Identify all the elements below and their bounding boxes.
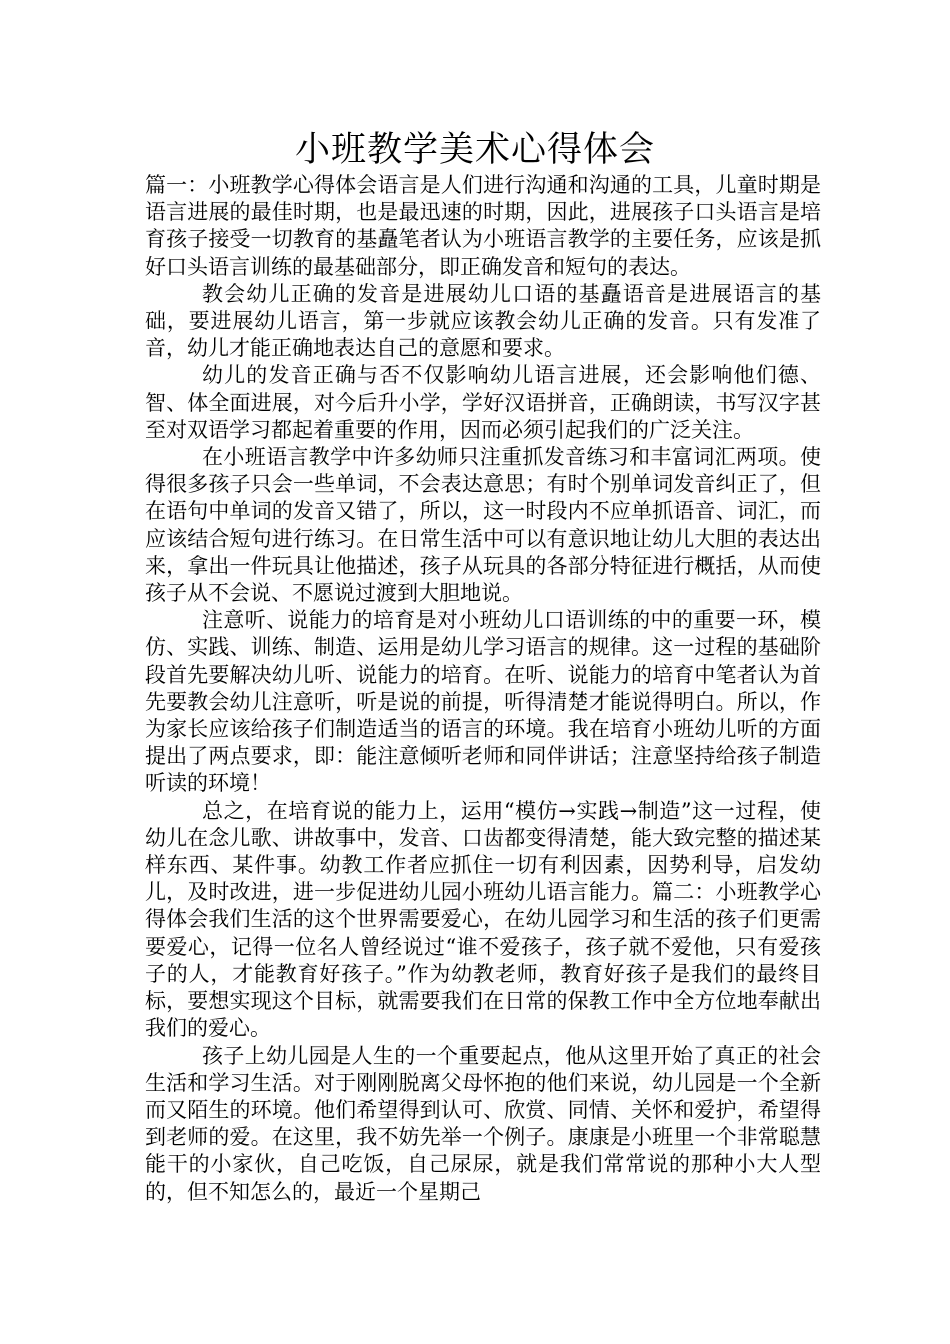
paragraph-6: 总之，在培育说的能力上，运用“模仿→实践→制造”这一过程，使幼儿在念儿歌、讲故事中，发音、口齿都变得清楚，能大致完整的描述某样东西、某件事。幼教工作者应抓住一切有利因素，因势利导，启发幼儿，及时改进，进一步促进幼儿园小班幼儿语言能力。篇二：小班教学心得体会我们生活的这个世界需要爱心，在幼儿园学习和生活的孩子们更需要爱心，记得一位名人曾经说过“谁不爱孩子，孩子就不爱他，只有爱孩子的人，才能教育好孩子。”作为幼教老师，教育好孩子是我们的最终目标，要想实现这个目标，就需要我们在日常的保教工作中全方位地奉献出我们的爱心。 [145,798,821,1041]
paragraph-4: 在小班语言教学中许多幼师只注重抓发音练习和丰富词汇两项。使得很多孩子只会一些单词，不会表达意思；有时个别单词发音纠正了，但在语句中单词的发音又错了，所以，这一时段内不应单抓语音、词汇，而应该结合短句进行练习。在日常生活中可以有意识地让幼儿大胆的表达出来，拿出一件玩具让他描述，孩子从玩具的各部分特征进行概括，从而使孩子从不会说、不愿说过渡到大胆地说。 [145,445,821,606]
paragraph-1: 篇一：小班教学心得体会语言是人们进行沟通和沟通的工具，儿童时期是语言进展的最佳时期，也是最迅速的时期，因此，进展孩子口头语言是培育孩子接受一切教育的基矗笔者认为小班语言教学的主要任务，应该是抓好口头语言训练的最基础部分，即正确发音和短句的表达。 [145,173,821,279]
paragraph-5: 注意听、说能力的培育是对小班幼儿口语训练的中的重要一环，模仿、实践、训练、制造、运用是幼儿学习语言的规律。这一过程的基础阶段首先要解决幼儿听、说能力的培育。在听、说能力的培育中笔者认为首先要教会幼儿注意听，听是说的前提，听得清楚才能说得明白。所以，作为家长应该给孩子们制造适当的语言的环境。我在培育小班幼儿听的方面提出了两点要求，即：能注意倾听老师和同伴讲话；注意坚持给孩子制造听读的环境！ [145,608,821,796]
document-title: 小班教学美术心得体会 [294,130,655,170]
document-body [145,172,821,1206]
paragraph-2: 教会幼儿正确的发音是进展幼儿口语的基矗语音是进展语言的基础，要进展幼儿语言，第一步就应该教会幼儿正确的发音。只有发准了音，幼儿才能正确地表达自己的意愿和要求。 [145,281,821,361]
paragraph-3: 幼儿的发音正确与否不仅影响幼儿语言进展，还会影响他们德、智、体全面进展，对今后升小学，学好汉语拼音，正确朗读，书写汉字甚至对双语学习都起着重要的作用，因而必须引起我们的广泛关注。 [145,363,821,442]
paragraph-7: 孩子上幼儿园是人生的一个重要起点，他从这里开始了真正的社会生活和学习生活。对于刚刚脱离父母怀抱的他们来说，幼儿园是一个全新而又陌生的环境。他们希望得到认可、欣赏、同情、关怀和爱护，希望得到老师的爱。在这里，我不妨先举一个例子。康康是小班里一个非常聪慧能干的小家伙，自己吃饭，自己尿尿，就是我们常常说的那种小大人型的，但不知怎么的，最近一个星期己 [145,1043,821,1204]
